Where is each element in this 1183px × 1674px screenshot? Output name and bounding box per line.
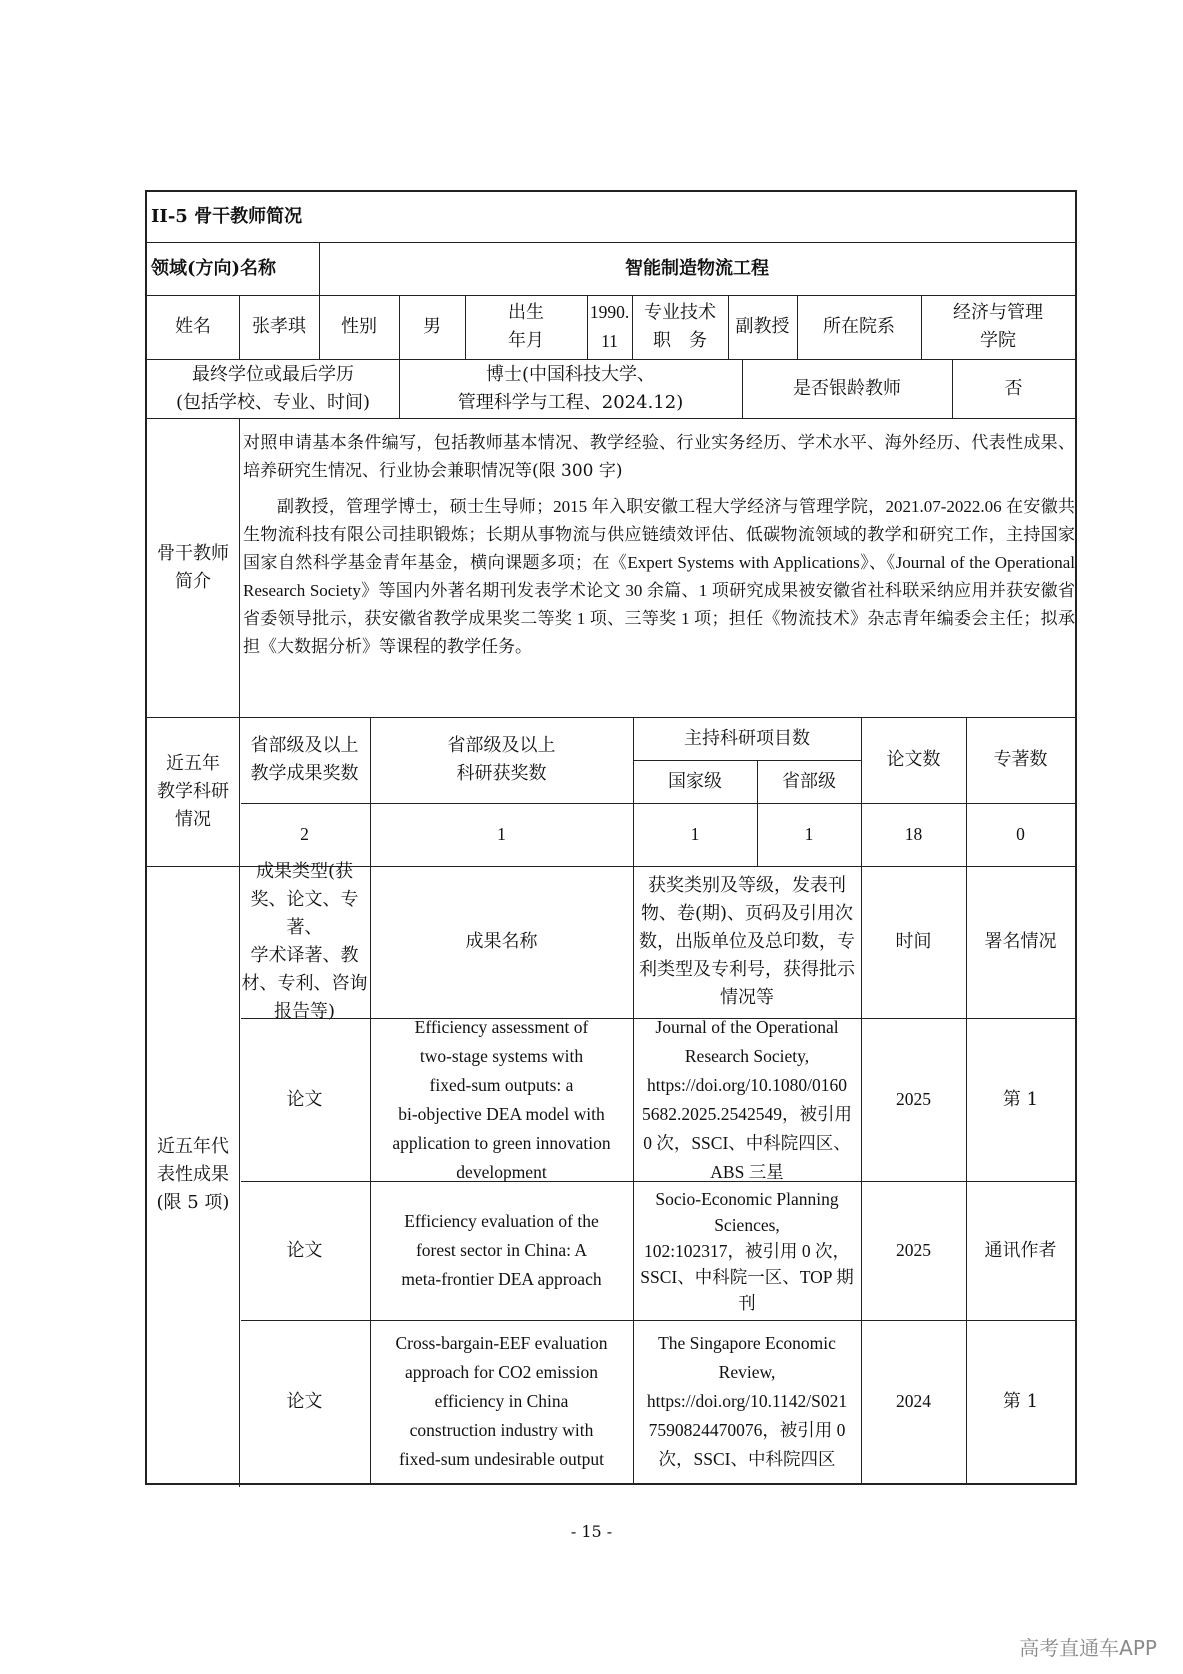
teacher-profile-table bbox=[145, 190, 1077, 1485]
field-label: 领域(方向)名称 bbox=[151, 257, 277, 279]
bio-label: 骨干教师 简介 bbox=[157, 542, 229, 592]
achievement-detail: Journal of the Operational Research Society, https://doi.org/10.1080/0160 5682.2025.2542549，被引用 0 次，SSCI、中科院四区、 ABS 三星 bbox=[642, 1016, 852, 1182]
projects-header: 主持科研项目数 bbox=[684, 727, 810, 749]
achievement-type: 论文 bbox=[286, 1390, 323, 1412]
achievement-time: 2025 bbox=[896, 1089, 931, 1109]
silver-teacher-label: 是否银龄教师 bbox=[793, 377, 901, 399]
achievement-name: Efficiency evaluation of the forest sector in China: A meta-frontier DEA approach bbox=[401, 1211, 602, 1289]
achievement-sign: 通讯作者 bbox=[984, 1239, 1057, 1261]
section-title: II-5 骨干教师简况 bbox=[151, 206, 303, 227]
sign-header: 署名情况 bbox=[984, 931, 1057, 952]
field-value: 智能制造物流工程 bbox=[625, 257, 769, 279]
achievement-sign: 第 1 bbox=[1002, 1088, 1039, 1110]
research-award-header: 省部级及以上 科研获奖数 bbox=[447, 735, 556, 784]
achievement-name: Cross-bargain-EEF evaluation approach for CO2 emission efficiency in China construction industry with fixed-sum undesirable output bbox=[395, 1333, 608, 1469]
row-divider bbox=[147, 418, 1075, 419]
teaching-award-header: 省部级及以上 教学成果奖数 bbox=[250, 735, 359, 784]
national-project-count: 1 bbox=[690, 824, 700, 844]
provincial-header: 省部级 bbox=[782, 770, 836, 792]
college-value: 经济与管理 学院 bbox=[953, 302, 1043, 351]
time-header: 时间 bbox=[895, 931, 932, 952]
achievement-sign: 第 1 bbox=[1002, 1390, 1039, 1412]
silver-teacher-value: 否 bbox=[1004, 377, 1023, 399]
page-number: - 15 - bbox=[570, 1522, 613, 1541]
bio-instruction: 对照申请基本条件编写，包括教师基本情况、教学经验、行业实务经历、学术水平、海外经历、代表性成果、培养研究生情况、行业协会兼职情况等(限 300 字) bbox=[243, 433, 1075, 481]
gender-value: 男 bbox=[423, 316, 441, 337]
book-count: 0 bbox=[1016, 824, 1025, 844]
achievement-time: 2025 bbox=[896, 1240, 931, 1260]
papers-header: 论文数 bbox=[886, 749, 941, 770]
name-label: 姓名 bbox=[175, 316, 211, 337]
name-header: 成果名称 bbox=[465, 931, 538, 952]
detail-header: 获奖类别及等级，发表刊 物、卷(期)、页码及引用次 数，出版单位及总印数，专 利类型及专利号，获得批示 情况等 bbox=[639, 875, 855, 1008]
gender-label: 性别 bbox=[341, 316, 377, 337]
type-header: 成果类型(获 奖、论文、专著、 学术译著、教 材、专利、咨询 报告等) bbox=[241, 861, 368, 1022]
achievement-time: 2024 bbox=[896, 1391, 931, 1411]
degree-value: 博士(中国科技大学、 管理科学与工程、2024.12) bbox=[457, 363, 684, 413]
title-value: 副教授 bbox=[735, 316, 790, 337]
achievements-label: 近五年代 表性成果 (限 5 项) bbox=[156, 1135, 230, 1213]
achievement-detail: Socio-Economic Planning Sciences, 102:102317，被引用 0 次， SSCI、中科院一区、TOP 期 刊 bbox=[640, 1188, 854, 1313]
books-header: 专著数 bbox=[993, 749, 1048, 770]
achievement-name: Efficiency assessment of two-stage systems with fixed-sum outputs: a bi-objective DEA model with application to green innovation development bbox=[392, 1016, 611, 1182]
name-value: 张孝琪 bbox=[252, 316, 306, 337]
provincial-project-count: 1 bbox=[804, 824, 814, 844]
birth-label: 出生 年月 bbox=[508, 302, 544, 351]
watermark: 高考直通车APP bbox=[1019, 1636, 1157, 1660]
degree-label: 最终学位或最后学历 (包括学校、专业、时间) bbox=[175, 363, 371, 413]
teaching-award-count: 2 bbox=[300, 824, 309, 844]
bio-content bbox=[243, 429, 1075, 661]
paper-count: 18 bbox=[904, 824, 923, 844]
achievement-type: 论文 bbox=[286, 1239, 323, 1261]
college-label: 所在院系 bbox=[823, 316, 895, 337]
research-award-count: 1 bbox=[497, 824, 506, 844]
achievement-detail: The Singapore Economic Review, https://doi.org/10.1142/S021 7590824470076，被引用 0 次，SSCI、中科院四区 bbox=[646, 1333, 848, 1469]
achievement-type: 论文 bbox=[286, 1088, 323, 1110]
title-label: 专业技术 职 务 bbox=[644, 302, 716, 351]
bio-text: 副教授，管理学博士，硕士生导师；2015 年入职安徽工程大学经济与管理学院，2021.07-2022.06 在安徽共生物流科技有限公司挂职锻炼；长期从事物流与供应链绩效评估、低碳物流领域的教学和研究工作，主持国家国家自然科学基金青年基金，横向课题多项；在《Expert Systems with Applications》、《Journal of the Operational Research Society》等国内外著名期刊发表学术论文 30 余篇、1 项研究成果被安徽省社科联采纳应用并获安徽省省委领导批示，获安徽省教学成果奖二等奖 1 项、三等奖 1 项；担任《物流技术》杂志青年编委会主任；拟承担《大数据分析》等课程的教学任务。 bbox=[243, 497, 1075, 656]
national-header: 国家级 bbox=[668, 770, 722, 792]
five-year-label: 近五年 教学科研 情况 bbox=[157, 752, 229, 830]
birth-value: 1990. 11 bbox=[589, 302, 630, 351]
